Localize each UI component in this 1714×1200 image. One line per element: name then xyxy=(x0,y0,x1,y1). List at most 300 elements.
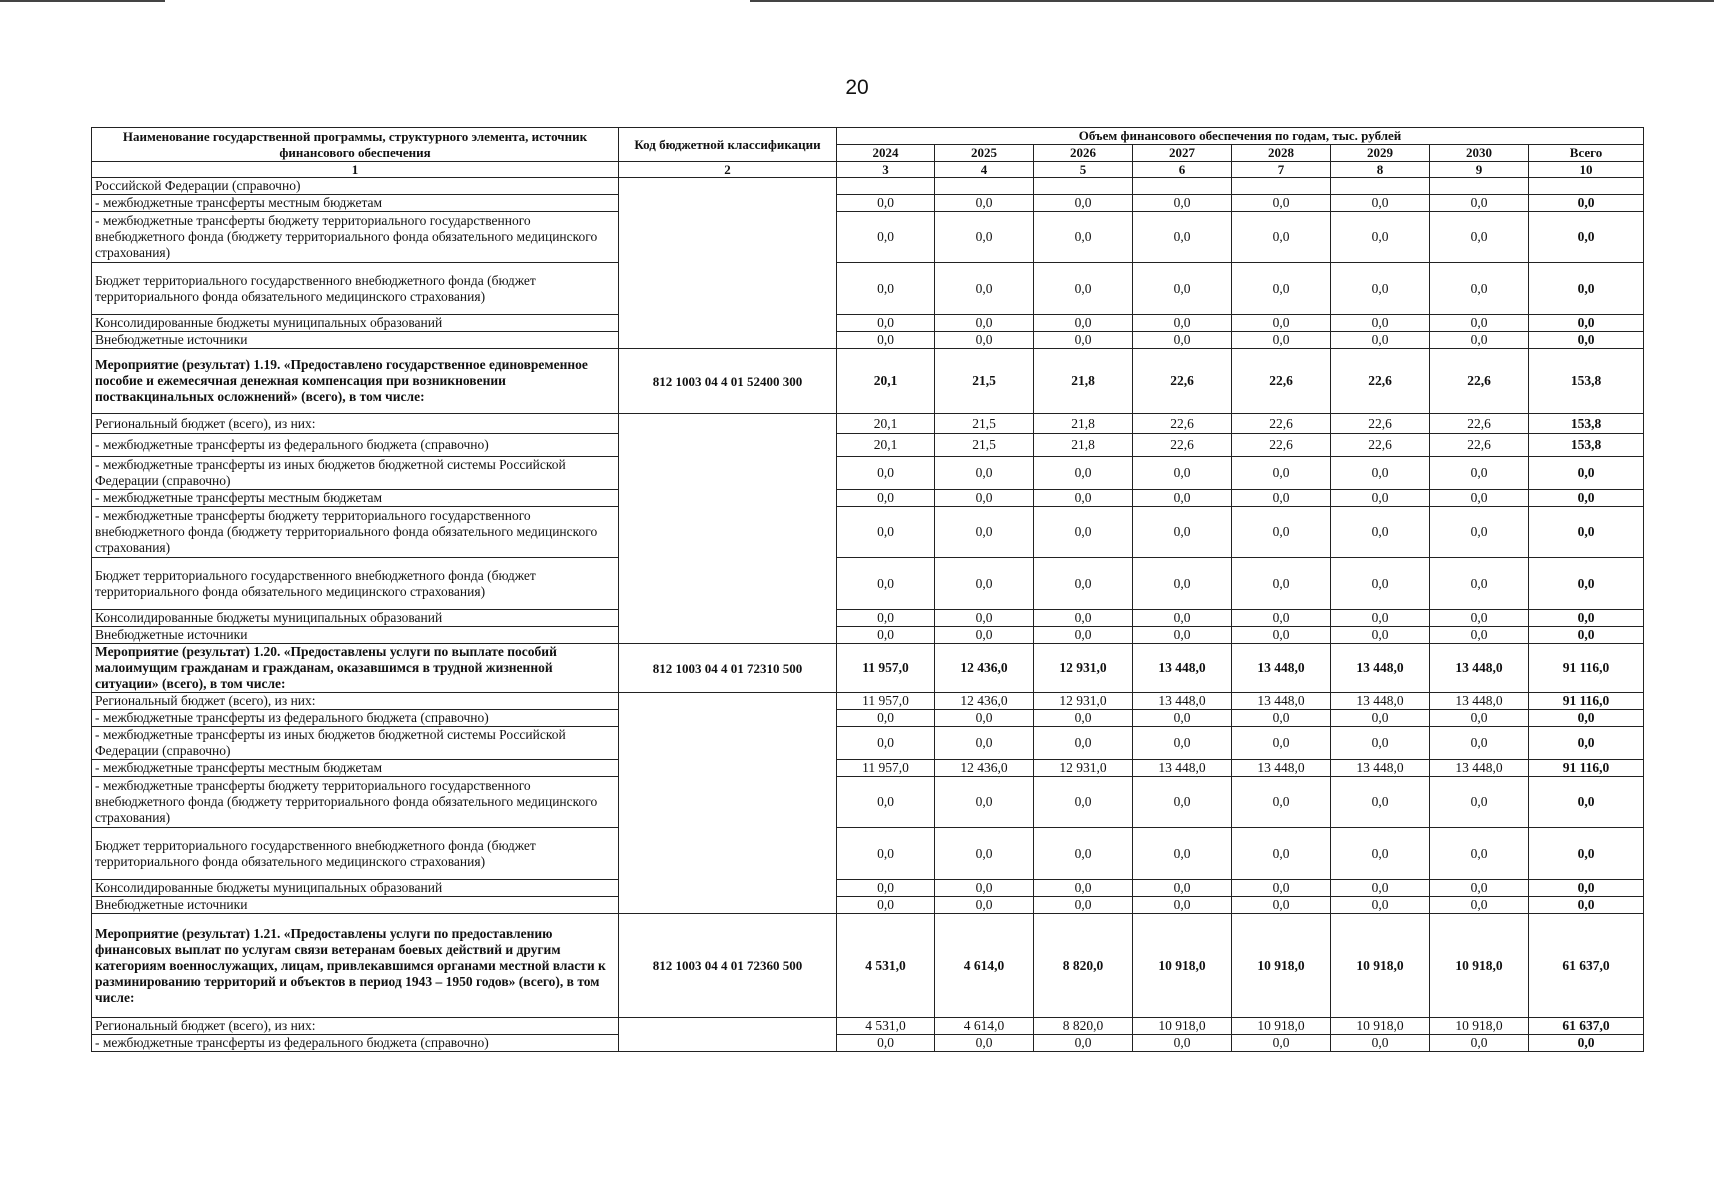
table-row xyxy=(92,777,1644,828)
row-name: Российской Федерации (справочно) xyxy=(92,178,619,195)
total-value: 0,0 xyxy=(1529,332,1644,349)
year-value: 21,5 xyxy=(935,349,1034,414)
year-value: 0,0 xyxy=(935,212,1034,263)
column-number: 8 xyxy=(1331,162,1430,178)
year-value: 0,0 xyxy=(1133,610,1232,627)
table-row xyxy=(92,178,1644,195)
year-value: 0,0 xyxy=(935,558,1034,610)
total-value: 91 116,0 xyxy=(1529,644,1644,693)
header-year: 2024 xyxy=(837,145,935,162)
total-value: 61 637,0 xyxy=(1529,1018,1644,1035)
row-name: - межбюджетные трансферты из федерального бюджета (справочно) xyxy=(92,434,619,457)
row-name: Мероприятие (результат) 1.20. «Предоставлены услуги по выплате пособий малоимущим гражданам и гражданам, оказавшимся в трудной жизненной ситуации» (всего), в том числе: xyxy=(92,644,619,693)
year-value: 0,0 xyxy=(1232,828,1331,880)
year-value: 0,0 xyxy=(1331,195,1430,212)
year-value: 21,8 xyxy=(1034,349,1133,414)
row-name: Внебюджетные источники xyxy=(92,627,619,644)
year-value: 0,0 xyxy=(1133,828,1232,880)
year-value: 0,0 xyxy=(1133,727,1232,760)
year-value: 0,0 xyxy=(935,610,1034,627)
year-value: 21,5 xyxy=(935,434,1034,457)
year-value: 0,0 xyxy=(837,627,935,644)
total-value: 0,0 xyxy=(1529,263,1644,315)
year-value: 10 918,0 xyxy=(1232,1018,1331,1035)
budget-code xyxy=(619,693,837,914)
total-value: 0,0 xyxy=(1529,710,1644,727)
year-value: 0,0 xyxy=(1430,828,1529,880)
table-row xyxy=(92,880,1644,897)
year-value: 0,0 xyxy=(837,315,935,332)
year-value: 0,0 xyxy=(837,195,935,212)
year-value: 0,0 xyxy=(1034,315,1133,332)
total-value: 0,0 xyxy=(1529,558,1644,610)
year-value: 13 448,0 xyxy=(1133,760,1232,777)
header-year: 2030 xyxy=(1430,145,1529,162)
header-year: 2026 xyxy=(1034,145,1133,162)
table-row xyxy=(92,1035,1644,1052)
table-row xyxy=(92,332,1644,349)
year-value: 0,0 xyxy=(1133,195,1232,212)
year-value: 0,0 xyxy=(837,897,935,914)
year-value: 4 531,0 xyxy=(837,1018,935,1035)
row-name: - межбюджетные трансферты бюджету территориального государственного внебюджетного фонда (бюджету территориального фонда обязательного медицинского страхования) xyxy=(92,212,619,263)
budget-code xyxy=(619,1018,837,1052)
year-value: 0,0 xyxy=(837,507,935,558)
year-value: 0,0 xyxy=(837,457,935,490)
year-value: 0,0 xyxy=(837,727,935,760)
year-value: 0,0 xyxy=(1232,897,1331,914)
year-value: 0,0 xyxy=(935,727,1034,760)
year-value: 0,0 xyxy=(1331,610,1430,627)
year-value: 0,0 xyxy=(1430,263,1529,315)
table-row xyxy=(92,212,1644,263)
table-row xyxy=(92,434,1644,457)
activity-row xyxy=(92,644,1644,693)
table-body xyxy=(92,178,1644,1052)
year-value: 0,0 xyxy=(1232,195,1331,212)
table-row xyxy=(92,760,1644,777)
year-value: 13 448,0 xyxy=(1232,693,1331,710)
year-value: 0,0 xyxy=(1232,212,1331,263)
year-value: 0,0 xyxy=(837,212,935,263)
total-value: 0,0 xyxy=(1529,777,1644,828)
total-value: 153,8 xyxy=(1529,414,1644,434)
table-row xyxy=(92,490,1644,507)
year-value: 0,0 xyxy=(837,777,935,828)
year-value: 4 614,0 xyxy=(935,1018,1034,1035)
year-value: 0,0 xyxy=(1331,897,1430,914)
budget-code xyxy=(619,414,837,644)
year-value: 0,0 xyxy=(935,263,1034,315)
row-name: Бюджет территориального государственного внебюджетного фонда (бюджет территориального фонда обязательного медицинского страхования) xyxy=(92,828,619,880)
row-name: Внебюджетные источники xyxy=(92,897,619,914)
year-value: 13 448,0 xyxy=(1430,644,1529,693)
year-value: 22,6 xyxy=(1430,434,1529,457)
table-row xyxy=(92,414,1644,434)
year-value: 0,0 xyxy=(1034,727,1133,760)
year-value: 13 448,0 xyxy=(1133,644,1232,693)
year-value: 0,0 xyxy=(1034,1035,1133,1052)
year-value: 0,0 xyxy=(837,1035,935,1052)
column-number: 9 xyxy=(1430,162,1529,178)
year-value: 0,0 xyxy=(1133,627,1232,644)
row-name: Консолидированные бюджеты муниципальных образований xyxy=(92,610,619,627)
row-name: Консолидированные бюджеты муниципальных образований xyxy=(92,315,619,332)
row-name: - межбюджетные трансферты из иных бюджетов бюджетной системы Российской Федерации (справочно) xyxy=(92,727,619,760)
year-value: 0,0 xyxy=(1331,263,1430,315)
year-value: 0,0 xyxy=(935,880,1034,897)
year-value: 0,0 xyxy=(935,507,1034,558)
table-row xyxy=(92,897,1644,914)
year-value: 0,0 xyxy=(837,710,935,727)
year-value: 0,0 xyxy=(935,490,1034,507)
year-value: 10 918,0 xyxy=(1430,914,1529,1018)
top-rule-left xyxy=(0,0,165,2)
year-value: 0,0 xyxy=(1034,263,1133,315)
year-value: 0,0 xyxy=(1133,1035,1232,1052)
row-name: - межбюджетные трансферты из иных бюджетов бюджетной системы Российской Федерации (справочно) xyxy=(92,457,619,490)
row-name: Мероприятие (результат) 1.19. «Предоставлено государственное единовременное пособие и ежемесячная денежная компенсация при возникновении поствакцинальных осложнений» (всего), в том числе: xyxy=(92,349,619,414)
header-code-column: Код бюджетной классификации xyxy=(619,128,837,162)
year-value: 8 820,0 xyxy=(1034,914,1133,1018)
activity-row xyxy=(92,914,1644,1018)
year-value: 22,6 xyxy=(1232,414,1331,434)
year-value: 0,0 xyxy=(1430,332,1529,349)
year-value: 0,0 xyxy=(1232,627,1331,644)
table-row xyxy=(92,195,1644,212)
year-value: 0,0 xyxy=(1133,558,1232,610)
table-row xyxy=(92,693,1644,710)
year-value: 0,0 xyxy=(1133,897,1232,914)
header-year: 2028 xyxy=(1232,145,1331,162)
row-name: - межбюджетные трансферты из федерального бюджета (справочно) xyxy=(92,710,619,727)
header-year: 2025 xyxy=(935,145,1034,162)
year-value: 0,0 xyxy=(1430,212,1529,263)
year-value: 0,0 xyxy=(1034,777,1133,828)
year-value: 0,0 xyxy=(1232,315,1331,332)
activity-row xyxy=(92,349,1644,414)
year-value: 0,0 xyxy=(837,880,935,897)
year-value: 0,0 xyxy=(1133,332,1232,349)
year-value xyxy=(1331,178,1430,195)
year-value: 0,0 xyxy=(1034,610,1133,627)
year-value: 21,8 xyxy=(1034,434,1133,457)
header-row-column-numbers xyxy=(92,162,1644,178)
year-value: 10 918,0 xyxy=(1133,1018,1232,1035)
year-value: 0,0 xyxy=(1133,457,1232,490)
year-value: 0,0 xyxy=(1133,777,1232,828)
table-row xyxy=(92,828,1644,880)
column-number: 10 xyxy=(1529,162,1644,178)
year-value: 0,0 xyxy=(1034,828,1133,880)
year-value: 11 957,0 xyxy=(837,760,935,777)
year-value: 0,0 xyxy=(1034,332,1133,349)
year-value: 22,6 xyxy=(1331,349,1430,414)
budget-code: 812 1003 04 4 01 52400 300 xyxy=(619,349,837,414)
year-value: 22,6 xyxy=(1232,349,1331,414)
year-value: 0,0 xyxy=(935,777,1034,828)
year-value: 10 918,0 xyxy=(1133,914,1232,1018)
year-value: 0,0 xyxy=(1232,457,1331,490)
year-value: 0,0 xyxy=(1331,777,1430,828)
table-row xyxy=(92,558,1644,610)
year-value: 0,0 xyxy=(1232,710,1331,727)
year-value: 0,0 xyxy=(1430,777,1529,828)
year-value: 0,0 xyxy=(935,627,1034,644)
year-value: 0,0 xyxy=(1232,880,1331,897)
year-value xyxy=(837,178,935,195)
year-value: 12 931,0 xyxy=(1034,760,1133,777)
year-value: 0,0 xyxy=(1232,1035,1331,1052)
year-value: 0,0 xyxy=(1133,507,1232,558)
year-value: 0,0 xyxy=(935,828,1034,880)
year-value: 21,5 xyxy=(935,414,1034,434)
year-value: 13 448,0 xyxy=(1331,760,1430,777)
year-value: 12 436,0 xyxy=(935,693,1034,710)
column-number: 7 xyxy=(1232,162,1331,178)
year-value: 0,0 xyxy=(1034,507,1133,558)
year-value: 0,0 xyxy=(1430,507,1529,558)
total-value xyxy=(1529,178,1644,195)
total-value: 0,0 xyxy=(1529,195,1644,212)
year-value: 13 448,0 xyxy=(1331,693,1430,710)
header-total: Всего xyxy=(1529,145,1644,162)
row-name: - межбюджетные трансферты местным бюджетам xyxy=(92,195,619,212)
year-value: 0,0 xyxy=(1232,610,1331,627)
year-value: 0,0 xyxy=(1331,710,1430,727)
year-value: 0,0 xyxy=(1331,507,1430,558)
year-value: 22,6 xyxy=(1232,434,1331,457)
budget-code: 812 1003 04 4 01 72360 500 xyxy=(619,914,837,1018)
year-value: 0,0 xyxy=(1034,880,1133,897)
year-value: 0,0 xyxy=(1034,897,1133,914)
year-value: 0,0 xyxy=(1430,1035,1529,1052)
year-value: 0,0 xyxy=(837,828,935,880)
total-value: 0,0 xyxy=(1529,897,1644,914)
year-value: 20,1 xyxy=(837,434,935,457)
table-row xyxy=(92,610,1644,627)
year-value: 0,0 xyxy=(1331,490,1430,507)
year-value: 0,0 xyxy=(1232,507,1331,558)
year-value xyxy=(935,178,1034,195)
column-number: 3 xyxy=(837,162,935,178)
row-name: - межбюджетные трансферты из федерального бюджета (справочно) xyxy=(92,1035,619,1052)
row-name: - межбюджетные трансферты бюджету территориального государственного внебюджетного фонда (бюджету территориального фонда обязательного медицинского страхования) xyxy=(92,777,619,828)
financing-table xyxy=(91,127,1644,1052)
year-value: 10 918,0 xyxy=(1331,1018,1430,1035)
budget-code: 812 1003 04 4 01 72310 500 xyxy=(619,644,837,693)
total-value: 153,8 xyxy=(1529,434,1644,457)
year-value: 0,0 xyxy=(1133,880,1232,897)
year-value: 13 448,0 xyxy=(1133,693,1232,710)
header-volume-column: Объем финансового обеспечения по годам, тыс. рублей xyxy=(837,128,1644,145)
year-value: 0,0 xyxy=(837,332,935,349)
year-value: 13 448,0 xyxy=(1331,644,1430,693)
year-value: 0,0 xyxy=(935,315,1034,332)
row-name: Региональный бюджет (всего), из них: xyxy=(92,693,619,710)
column-number: 2 xyxy=(619,162,837,178)
year-value: 0,0 xyxy=(1232,558,1331,610)
year-value: 12 931,0 xyxy=(1034,693,1133,710)
year-value xyxy=(1430,178,1529,195)
row-name: - межбюджетные трансферты местным бюджетам xyxy=(92,490,619,507)
year-value: 13 448,0 xyxy=(1430,760,1529,777)
table-row xyxy=(92,1018,1644,1035)
year-value: 0,0 xyxy=(1034,212,1133,263)
year-value: 0,0 xyxy=(1034,710,1133,727)
year-value: 0,0 xyxy=(1331,727,1430,760)
year-value xyxy=(1034,178,1133,195)
total-value: 91 116,0 xyxy=(1529,760,1644,777)
total-value: 0,0 xyxy=(1529,457,1644,490)
table-row xyxy=(92,727,1644,760)
year-value: 22,6 xyxy=(1331,414,1430,434)
total-value: 0,0 xyxy=(1529,490,1644,507)
year-value: 10 918,0 xyxy=(1430,1018,1529,1035)
year-value: 0,0 xyxy=(1331,558,1430,610)
year-value: 0,0 xyxy=(1430,710,1529,727)
year-value: 0,0 xyxy=(1430,897,1529,914)
year-value: 21,8 xyxy=(1034,414,1133,434)
year-value: 10 918,0 xyxy=(1331,914,1430,1018)
year-value: 0,0 xyxy=(935,195,1034,212)
header-year: 2027 xyxy=(1133,145,1232,162)
year-value: 20,1 xyxy=(837,349,935,414)
total-value: 61 637,0 xyxy=(1529,914,1644,1018)
year-value: 0,0 xyxy=(1331,332,1430,349)
year-value: 22,6 xyxy=(1430,349,1529,414)
row-name: Консолидированные бюджеты муниципальных образований xyxy=(92,880,619,897)
year-value: 0,0 xyxy=(837,610,935,627)
year-value: 0,0 xyxy=(935,332,1034,349)
year-value: 13 448,0 xyxy=(1430,693,1529,710)
column-number: 6 xyxy=(1133,162,1232,178)
table-row xyxy=(92,457,1644,490)
year-value: 0,0 xyxy=(1430,727,1529,760)
table-row xyxy=(92,263,1644,315)
total-value: 0,0 xyxy=(1529,507,1644,558)
total-value: 0,0 xyxy=(1529,880,1644,897)
year-value: 0,0 xyxy=(1331,1035,1430,1052)
total-value: 0,0 xyxy=(1529,1035,1644,1052)
total-value: 91 116,0 xyxy=(1529,693,1644,710)
year-value: 0,0 xyxy=(1430,880,1529,897)
year-value: 0,0 xyxy=(935,710,1034,727)
year-value: 0,0 xyxy=(1331,212,1430,263)
year-value: 0,0 xyxy=(1430,558,1529,610)
year-value: 0,0 xyxy=(1331,627,1430,644)
year-value: 20,1 xyxy=(837,414,935,434)
year-value: 0,0 xyxy=(935,457,1034,490)
year-value: 0,0 xyxy=(1331,828,1430,880)
total-value: 0,0 xyxy=(1529,727,1644,760)
year-value: 0,0 xyxy=(1133,263,1232,315)
year-value: 11 957,0 xyxy=(837,693,935,710)
year-value: 0,0 xyxy=(1331,880,1430,897)
year-value: 0,0 xyxy=(1232,490,1331,507)
total-value: 0,0 xyxy=(1529,627,1644,644)
budget-code xyxy=(619,178,837,349)
year-value: 10 918,0 xyxy=(1232,914,1331,1018)
year-value: 0,0 xyxy=(1133,212,1232,263)
row-name: Мероприятие (результат) 1.21. «Предоставлены услуги по предоставлению финансовых выплат по услугам связи ветеранам боевых действий и другим категориям военнослужащих, лицам, привлекавшимся органами местной власти к разминированию территорий и объектов в период 1943 – 1950 годов» (всего), в том числе: xyxy=(92,914,619,1018)
year-value: 22,6 xyxy=(1430,414,1529,434)
year-value: 12 436,0 xyxy=(935,760,1034,777)
year-value: 0,0 xyxy=(837,263,935,315)
total-value: 0,0 xyxy=(1529,212,1644,263)
year-value: 0,0 xyxy=(1430,490,1529,507)
year-value xyxy=(1232,178,1331,195)
page-number: 20 xyxy=(845,76,869,99)
year-value: 0,0 xyxy=(1232,727,1331,760)
year-value: 0,0 xyxy=(1232,777,1331,828)
column-number: 4 xyxy=(935,162,1034,178)
year-value: 0,0 xyxy=(1034,457,1133,490)
year-value: 13 448,0 xyxy=(1232,760,1331,777)
total-value: 153,8 xyxy=(1529,349,1644,414)
year-value: 0,0 xyxy=(1232,263,1331,315)
row-name: Бюджет территориального государственного внебюджетного фонда (бюджет территориального фонда обязательного медицинского страхования) xyxy=(92,263,619,315)
column-number: 5 xyxy=(1034,162,1133,178)
table-row xyxy=(92,315,1644,332)
year-value: 0,0 xyxy=(1232,332,1331,349)
year-value: 12 931,0 xyxy=(1034,644,1133,693)
year-value: 4 531,0 xyxy=(837,914,935,1018)
year-value: 0,0 xyxy=(935,1035,1034,1052)
year-value: 22,6 xyxy=(1331,434,1430,457)
year-value: 0,0 xyxy=(1034,558,1133,610)
year-value: 0,0 xyxy=(1430,610,1529,627)
total-value: 0,0 xyxy=(1529,828,1644,880)
year-value: 0,0 xyxy=(1034,195,1133,212)
year-value: 0,0 xyxy=(1430,457,1529,490)
year-value: 0,0 xyxy=(1034,627,1133,644)
year-value: 0,0 xyxy=(837,558,935,610)
year-value: 0,0 xyxy=(1133,710,1232,727)
total-value: 0,0 xyxy=(1529,610,1644,627)
year-value: 0,0 xyxy=(837,490,935,507)
row-name: - межбюджетные трансферты бюджету территориального государственного внебюджетного фонда (бюджету территориального фонда обязательного медицинского страхования) xyxy=(92,507,619,558)
year-value: 22,6 xyxy=(1133,434,1232,457)
year-value: 0,0 xyxy=(1133,490,1232,507)
year-value: 0,0 xyxy=(1133,315,1232,332)
year-value: 8 820,0 xyxy=(1034,1018,1133,1035)
row-name: Бюджет территориального государственного внебюджетного фонда (бюджет территориального фонда обязательного медицинского страхования) xyxy=(92,558,619,610)
row-name: - межбюджетные трансферты местным бюджетам xyxy=(92,760,619,777)
column-number: 1 xyxy=(92,162,619,178)
table-row xyxy=(92,507,1644,558)
table-row xyxy=(92,710,1644,727)
row-name: Региональный бюджет (всего), из них: xyxy=(92,1018,619,1035)
header-year: 2029 xyxy=(1331,145,1430,162)
year-value: 22,6 xyxy=(1133,349,1232,414)
top-rule-right xyxy=(750,0,1714,2)
header-row-1 xyxy=(92,128,1644,145)
table-row xyxy=(92,627,1644,644)
year-value: 4 614,0 xyxy=(935,914,1034,1018)
row-name: Региональный бюджет (всего), из них: xyxy=(92,414,619,434)
year-value: 11 957,0 xyxy=(837,644,935,693)
year-value: 22,6 xyxy=(1133,414,1232,434)
year-value: 12 436,0 xyxy=(935,644,1034,693)
row-name: Внебюджетные источники xyxy=(92,332,619,349)
year-value: 0,0 xyxy=(1331,457,1430,490)
year-value: 0,0 xyxy=(1034,490,1133,507)
year-value: 0,0 xyxy=(1430,315,1529,332)
year-value xyxy=(1133,178,1232,195)
year-value: 0,0 xyxy=(1430,627,1529,644)
year-value: 0,0 xyxy=(1331,315,1430,332)
